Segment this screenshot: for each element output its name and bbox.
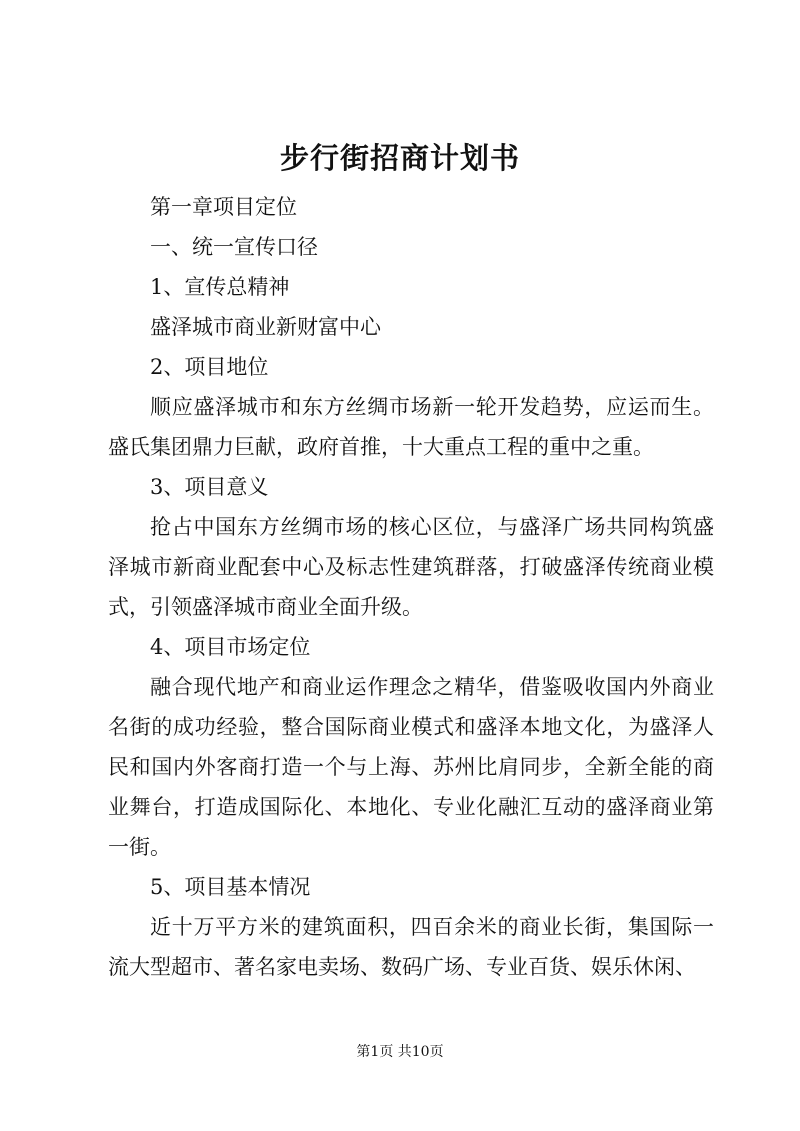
subsection-heading: 4、项目市场定位 [150, 635, 311, 659]
body-paragraph: 抢占中国东方丝绸市场的核心区位，与盛泽广场共同构筑盛泽城市新商业配套中心及标志性建筑群落，打破盛泽传统商业模式，引领盛泽城市商业全面升级。 [108, 515, 714, 619]
document-body [108, 187, 714, 987]
body-paragraph: 近十万平方米的建筑面积，四百余米的商业长街，集国际一流大型超市、著名家电卖场、数码广场、专业百货、娱乐休闲、 [108, 915, 714, 979]
subsection-heading: 3、项目意义 [150, 475, 269, 499]
chapter-heading: 第一章项目定位 [150, 195, 297, 219]
subsection-heading: 2、项目地位 [150, 355, 269, 379]
page-footer: 第1页 共10页 [356, 1044, 444, 1060]
subsection-heading: 5、项目基本情况 [150, 875, 311, 899]
body-paragraph: 融合现代地产和商业运作理念之精华，借鉴吸收国内外商业名街的成功经验，整合国际商业模式和盛泽本地文化，为盛泽人民和国内外客商打造一个与上海、苏州比肩同步，全新全能的商业舞台，打造成国际化、本地化、专业化融汇互动的盛泽商业第一街。 [108, 675, 714, 859]
subsection-heading: 1、宣传总精神 [150, 275, 290, 299]
section-heading: 一、统一宣传口径 [150, 235, 318, 259]
document-title: 步行街招商计划书 [279, 141, 520, 175]
body-paragraph: 盛泽城市商业新财富中心 [150, 315, 381, 339]
body-paragraph: 顺应盛泽城市和东方丝绸市场新一轮开发趋势，应运而生。盛氏集团鼎力巨献，政府首推，十大重点工程的重中之重。 [108, 395, 714, 459]
